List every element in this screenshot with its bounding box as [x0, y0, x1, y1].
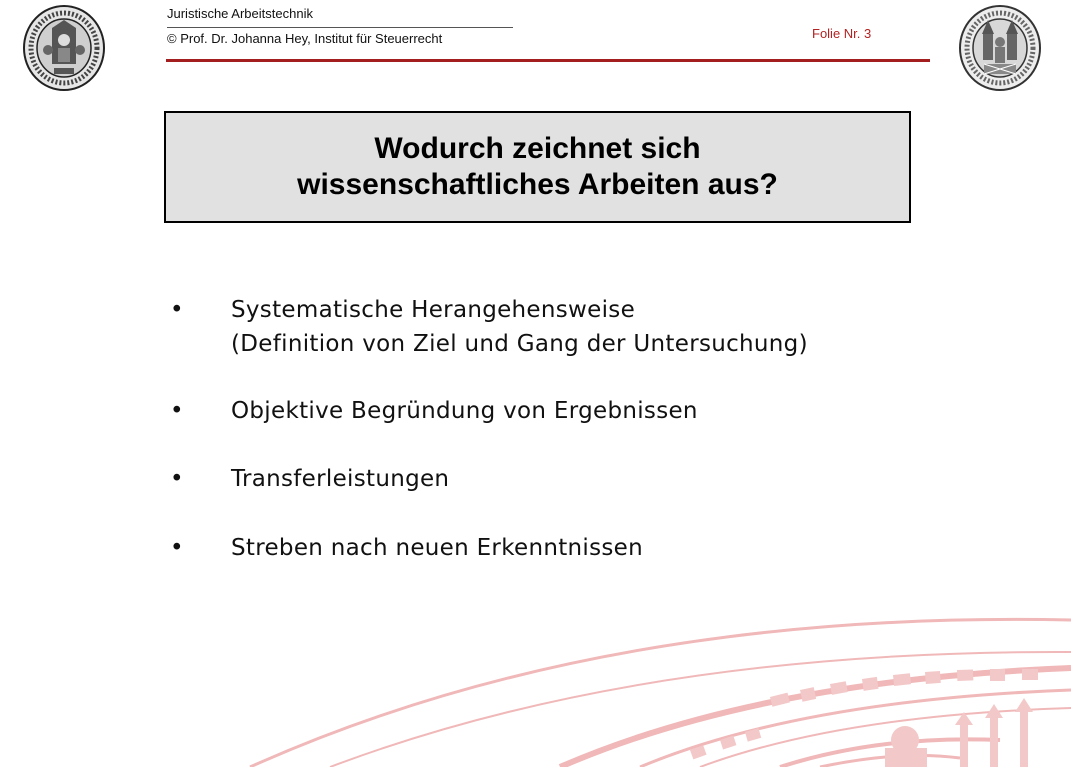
author-credit: © Prof. Dr. Johanna Hey, Institut für Steuerrecht	[167, 31, 443, 46]
course-title: Juristische Arbeitstechnik	[167, 6, 313, 21]
bullet-marker: •	[170, 297, 184, 323]
slide-number: Folie Nr. 3	[812, 26, 872, 41]
slide-title-line-1: Wodurch zeichnet sich	[374, 132, 701, 165]
header-block	[167, 6, 517, 22]
slide-title-box	[164, 111, 911, 223]
header-accent-line	[166, 59, 930, 62]
bullet-text: Systematische Herangehensweise	[231, 297, 636, 323]
bullet-text: Transferleistungen	[231, 466, 450, 492]
bullet-marker: •	[170, 466, 184, 492]
bullet-item	[170, 531, 808, 565]
header-divider	[167, 27, 513, 28]
slide-title-line-2: wissenschaftliches Arbeiten aus?	[297, 168, 778, 201]
bullet-text: (Definition von Ziel und Gang der Untersuchung)	[231, 331, 808, 357]
bullet-text: Objektive Begründung von Ergebnissen	[231, 398, 698, 424]
university-seal-right-icon	[958, 4, 1042, 92]
university-seal-left-icon	[22, 4, 106, 92]
bullet-list	[170, 293, 808, 565]
bullet-marker: •	[170, 535, 184, 561]
bullet-item	[170, 394, 808, 428]
bullet-text: Streben nach neuen Erkenntnissen	[231, 535, 643, 561]
bullet-marker: •	[170, 398, 184, 424]
bullet-item	[170, 462, 808, 496]
bullet-item	[170, 293, 808, 361]
